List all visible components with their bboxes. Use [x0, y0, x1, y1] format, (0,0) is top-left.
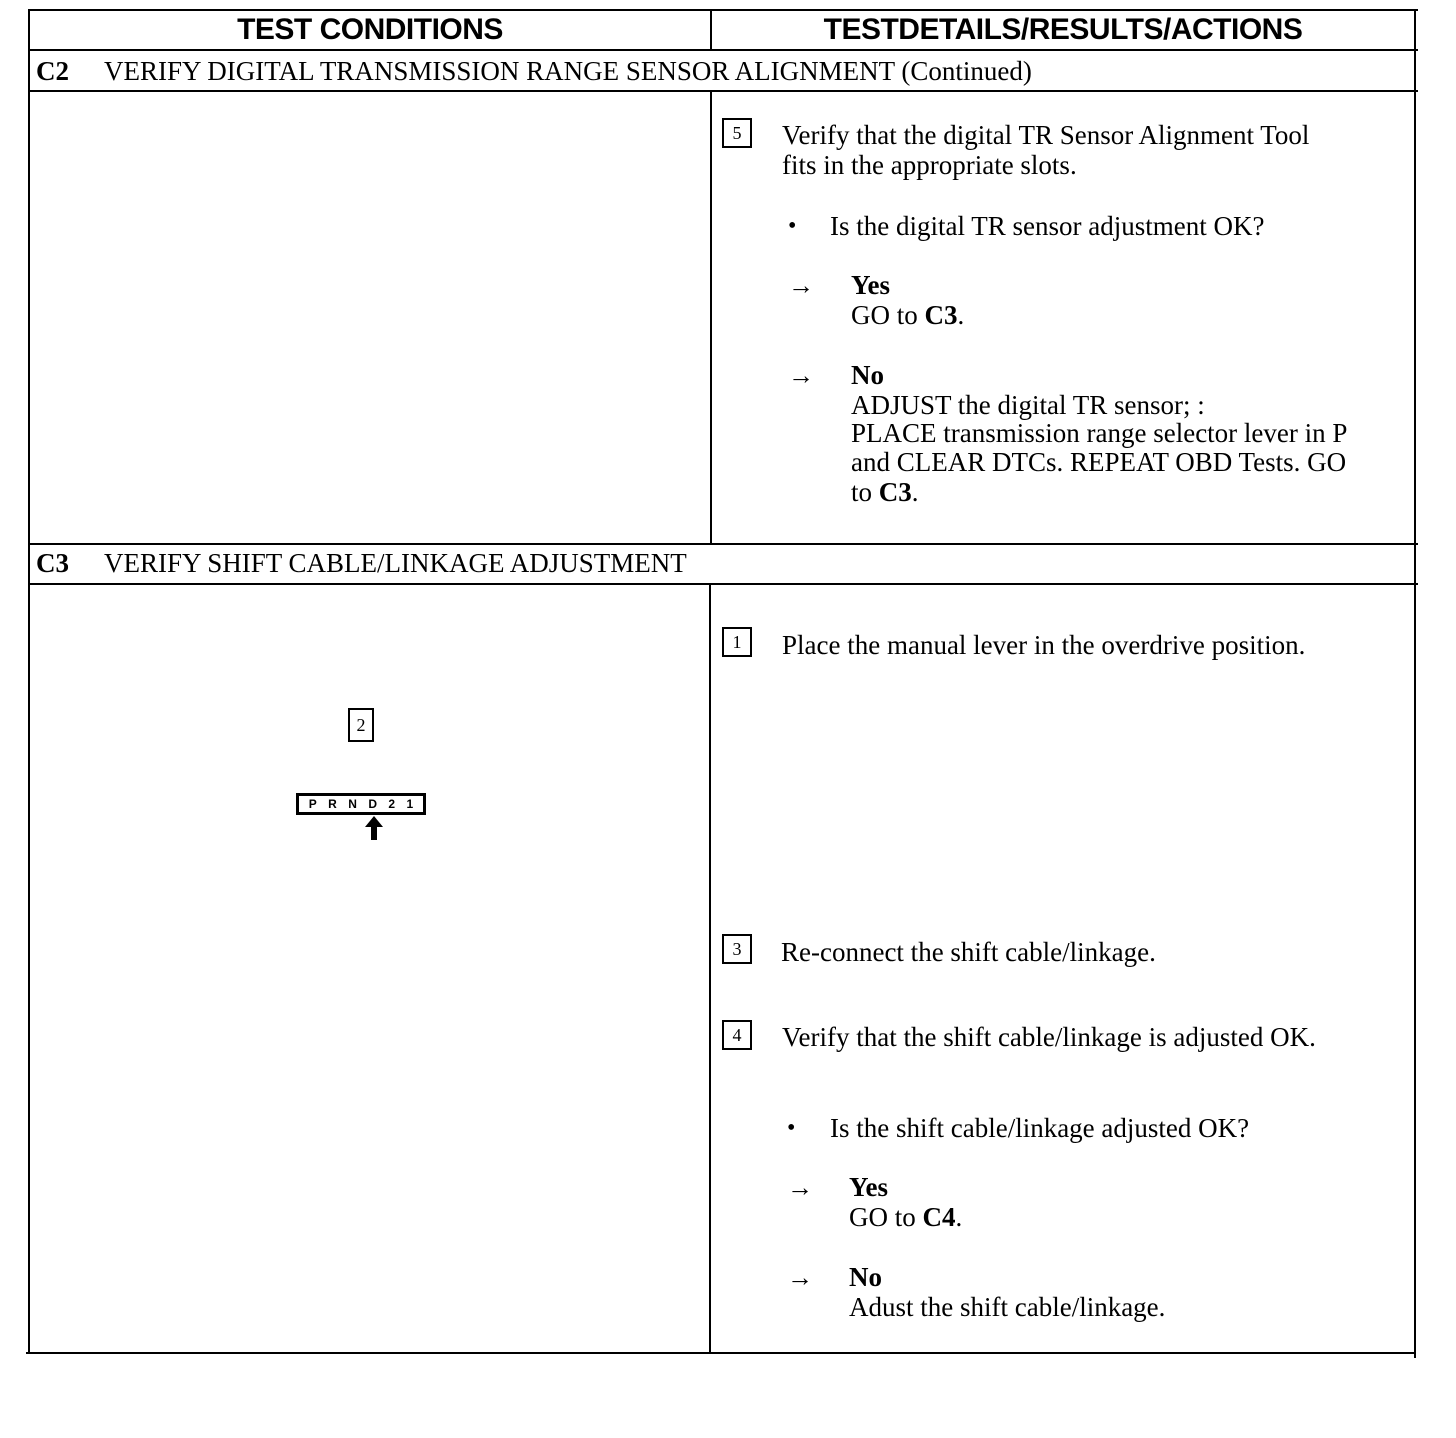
table-bottom-border [26, 1352, 1416, 1354]
c3-step3-text: Re-connect the shift cable/linkage. [781, 937, 1156, 967]
c2-step-number-box: 5 [722, 118, 752, 148]
gear-letter-r: R [328, 797, 337, 811]
c3-no-arrow-icon: → [787, 1263, 813, 1292]
gear-letter-n: N [348, 797, 357, 811]
c2-step-text-line2: fits in the appropriate slots. [782, 150, 1077, 180]
c3-step4-text: Verify that the shift cable/linkage is adjusted OK. [782, 1022, 1316, 1052]
up-arrow-icon [364, 816, 384, 840]
c2-section-title-text: VERIFY DIGITAL TRANSMISSION RANGE SENSOR ALIGNMENT (Continued) [104, 56, 1032, 86]
c2-no-line2: PLACE transmission range selector lever in P [851, 418, 1348, 448]
c3-section-id: C3 [36, 548, 69, 578]
c2-step-text-line1: Verify that the digital TR Sensor Alignment Tool [782, 120, 1310, 150]
c2-yes-action-prefix: GO to [851, 300, 925, 330]
c3-step1-text: Place the manual lever in the overdrive position. [782, 630, 1306, 660]
c2-no-line1: ADJUST the digital TR sensor; : [851, 390, 1205, 420]
c3-question: Is the shift cable/linkage adjusted OK? [830, 1113, 1250, 1143]
header-test-conditions: TEST CONDITIONS [237, 13, 503, 46]
c3-yes-action-prefix: GO to [849, 1202, 923, 1232]
c2-title-bottom-border [28, 90, 1418, 92]
c3-step3-number-box: 3 [722, 934, 752, 964]
c3-no-label: No [849, 1262, 882, 1292]
c2-question-bullet: • [788, 213, 797, 239]
c2-no-label: No [851, 360, 884, 390]
c2-section-id: C2 [36, 56, 69, 86]
c2-yes-action-target: C3 [924, 300, 958, 330]
c3-yes-action [849, 1202, 962, 1232]
c2-yes-label: Yes [851, 270, 890, 300]
c3-yes-label: Yes [849, 1172, 888, 1202]
table-left-border [28, 9, 30, 1354]
c3-title-bottom-border [28, 583, 1418, 585]
c3-yes-branch [849, 1172, 962, 1232]
c2-yes-action-suffix: . [957, 300, 965, 330]
c3-column-divider [709, 583, 711, 1354]
gear-selector-indicator [296, 793, 426, 815]
header-test-details: TESTDETAILS/RESULTS/ACTIONS [823, 13, 1303, 46]
c3-yes-arrow-icon: → [787, 1173, 813, 1202]
c3-section-title [36, 544, 687, 582]
c3-yes-action-suffix: . [955, 1202, 963, 1232]
gear-letter-d: D [368, 797, 377, 811]
c2-no-line4-prefix: to [851, 477, 879, 507]
gear-letter-p: P [308, 797, 317, 811]
c3-no-action: Adust the shift cable/linkage. [849, 1292, 1166, 1322]
c2-yes-action [851, 300, 964, 330]
c2-no-line3: and CLEAR DTCs. REPEAT OBD Tests. GO [851, 447, 1347, 477]
c3-yes-action-target: C4 [922, 1202, 956, 1232]
c3-no-branch [849, 1262, 1165, 1322]
c2-no-branch [851, 360, 1347, 507]
c3-question-bullet: • [787, 1115, 796, 1141]
c2-no-line4-target: C3 [878, 477, 912, 507]
c2-no-line4 [851, 477, 1347, 507]
c2-question: Is the digital TR sensor adjustment OK? [830, 211, 1265, 241]
c2-step-text [782, 120, 1309, 180]
c2-yes-arrow-icon: → [788, 271, 814, 300]
c3-figure-step-number-box: 2 [348, 708, 374, 742]
c3-section-title-text: VERIFY SHIFT CABLE/LINKAGE ADJUSTMENT [104, 548, 687, 578]
gear-letter-1: 1 [406, 797, 414, 811]
table-right-border [1414, 9, 1416, 1358]
c3-step1-number-box: 1 [722, 627, 752, 657]
c2-no-arrow-icon: → [788, 361, 814, 390]
gear-letter-2: 2 [388, 797, 396, 811]
c3-step4-number-box: 4 [722, 1020, 752, 1050]
c2-section-title [36, 52, 1032, 90]
c2-column-divider [710, 90, 712, 545]
c2-yes-branch [851, 270, 964, 330]
header-bottom-border [28, 49, 1418, 51]
c2-no-line4-suffix: . [911, 477, 919, 507]
